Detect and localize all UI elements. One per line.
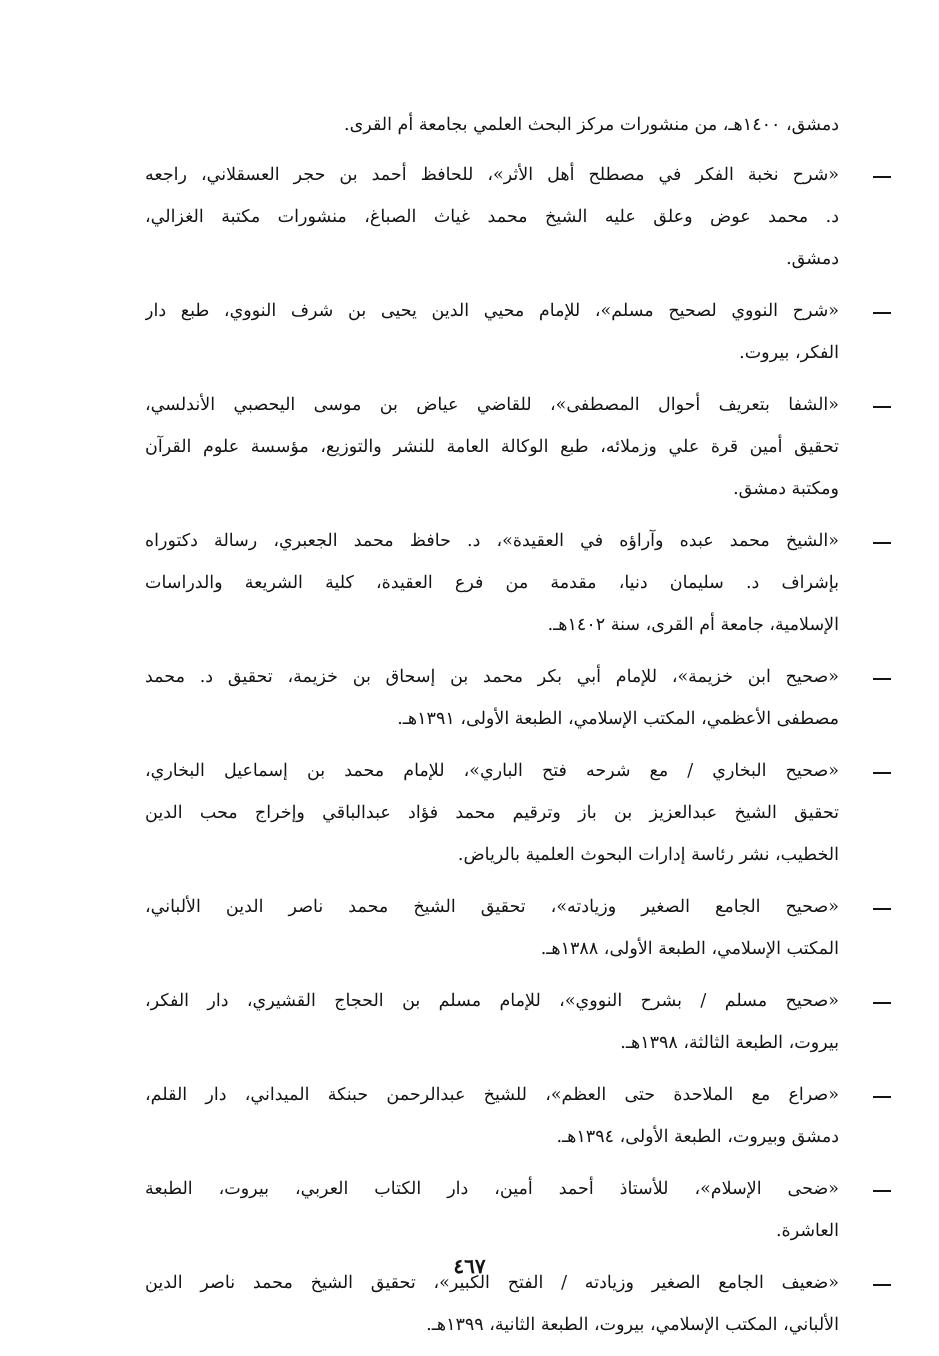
text-line: «صحيح الجامع الصغير وزيادته»، تحقيق الشيخ محمد ناصر الدين الألباني، <box>145 897 839 917</box>
text-line: المكتب الإسلامي، الطبعة الأولى، ١٣٨٨هـ. <box>540 939 839 959</box>
text-line: «شرح نخبة الفكر في مصطلح أهل الأثر»، للحافظ أحمد بن حجر العسقلاني، راجعه <box>145 165 839 185</box>
text-line: الألباني، المكتب الإسلامي، بيروت، الطبعة الثانية، ١٣٩٩هـ. <box>426 1315 839 1335</box>
bibliography-page <box>145 104 839 1356</box>
text-line: الفكر، بيروت. <box>739 343 839 363</box>
text-line: «صحيح البخاري / مع شرحه فتح الباري»، للإمام محمد بن إسماعيل البخاري، <box>145 761 839 781</box>
text-line: مصطفى الأعظمي، المكتب الإسلامي، الطبعة الأولى، ١٣٩١هـ. <box>397 709 839 729</box>
entry-dash <box>873 312 891 314</box>
text-line: دمشق وبيروت، الطبعة الأولى، ١٣٩٤هـ. <box>556 1127 839 1147</box>
bibliography-entry <box>145 980 839 1064</box>
bibliography-entry <box>145 886 839 970</box>
text-line: دمشق. <box>786 249 839 269</box>
text-line: «ضعيف الجامع الصغير وزيادته / الفتح الكبير»، تحقيق الشيخ محمد ناصر الدين <box>145 1273 839 1293</box>
bibliography-entry <box>145 1074 839 1158</box>
entry-dash <box>873 176 891 178</box>
text-line: تحقيق الشيخ عبدالعزيز بن باز وترقيم محمد فؤاد عبدالباقي وإخراج محب الدين <box>145 803 839 823</box>
entry-dash <box>873 1190 891 1192</box>
text-line: «ضحى الإسلام»، للأستاذ أحمد أمين، دار الكتاب العربي، بيروت، الطبعة <box>145 1179 839 1199</box>
entry-dash <box>873 772 891 774</box>
continuation-paragraph <box>145 104 839 146</box>
text-line: «الشفا بتعريف أحوال المصطفى»، للقاضي عياض بن موسى اليحصبي الأندلسي، <box>145 395 839 415</box>
entry-dash <box>873 908 891 910</box>
bibliography-entry <box>145 520 839 646</box>
bibliography-entry <box>145 154 839 280</box>
text-line: تحقيق أمين قرة علي وزملائه، طبع الوكالة العامة للنشر والتوزيع، مؤسسة علوم القرآن <box>145 437 839 457</box>
page-number: ٤٦٧ <box>453 1254 486 1278</box>
bibliography-entry <box>145 656 839 740</box>
text-line: الخطيب، نشر رئاسة إدارات البحوث العلمية بالرياض. <box>457 845 839 865</box>
text-line: بيروت، الطبعة الثالثة، ١٣٩٨هـ. <box>620 1033 839 1053</box>
text-line: د. محمد عوض وعلق عليه الشيخ محمد غياث الصباغ، منشورات مكتبة الغزالي، <box>145 207 839 227</box>
text-line: «شرح النووي لصحيح مسلم»، للإمام محيي الدين يحيى بن شرف النووي، طبع دار <box>145 301 839 321</box>
text-line: الإسلامية، جامعة أم القرى، سنة ١٤٠٢هـ. <box>547 615 839 635</box>
text-line: ومكتبة دمشق. <box>733 479 839 499</box>
entry-dash <box>873 678 891 680</box>
bibliography-entry <box>145 384 839 510</box>
text-line: «الشيخ محمد عبده وآراؤه في العقيدة»، د. حافظ محمد الجعبري، رسالة دكتوراه <box>145 531 839 551</box>
entry-dash <box>873 1284 891 1286</box>
bibliography-entry <box>145 1168 839 1252</box>
bibliography-entry <box>145 750 839 876</box>
text-line: بإشراف د. سليمان دنيا، مقدمة من فرع العقيدة، كلية الشريعة والدراسات <box>145 573 839 593</box>
text-line: «صحيح مسلم / بشرح النووي»، للإمام مسلم بن الحجاج القشيري، دار الفكر، <box>145 991 839 1011</box>
entry-dash <box>873 406 891 408</box>
entry-dash <box>873 1096 891 1098</box>
text-line: دمشق، ١٤٠٠هـ، من منشورات مركز البحث العلمي بجامعة أم القرى. <box>344 115 839 135</box>
entry-dash <box>873 542 891 544</box>
text-line: العاشرة. <box>775 1221 839 1241</box>
bibliography-entry <box>145 290 839 374</box>
text-line: «صراع مع الملاحدة حتى العظم»، للشيخ عبدالرحمن حبنكة الميداني، دار القلم، <box>145 1085 839 1105</box>
entry-dash <box>873 1002 891 1004</box>
text-line: «صحيح ابن خزيمة»، للإمام أبي بكر محمد بن إسحاق بن خزيمة، تحقيق د. محمد <box>145 667 839 687</box>
